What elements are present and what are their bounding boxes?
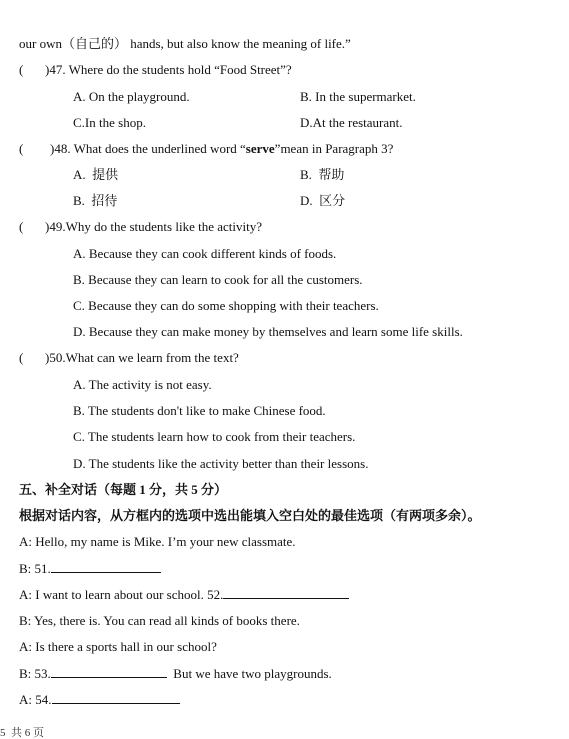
q47-option-c: C.In the shop. [73, 115, 146, 130]
dialog-line-1: A: Hello, my name is Mike. I’m your new classmate. [19, 534, 296, 549]
q49-option-c: C. Because they can do some shopping with their teachers. [73, 298, 379, 313]
q50-option-d: D. The students like the activity better than their lessons. [73, 456, 369, 471]
q50-option-b: B. The students don't like to make Chinese food. [73, 403, 326, 418]
question-47-stem: )47. Where do the students hold “Food Street”? [45, 62, 292, 77]
answer-paren-50[interactable]: ( [19, 350, 24, 365]
q50-option-c: C. The students learn how to cook from their teachers. [73, 429, 356, 444]
q48-option-d: D. 区分 [300, 193, 346, 208]
answer-blank-53[interactable] [51, 665, 167, 678]
q48-option-a: A. 提供 [73, 167, 119, 182]
dialog-line-2: B: 51. [19, 560, 161, 577]
q47-option-d: D.At the restaurant. [300, 115, 403, 130]
section-five-instruction: 根据对话内容，从方框内的选项中选出能填入空白处的最佳选项（有两项多余）。 [19, 508, 481, 523]
q49-option-b: B. Because they can learn to cook for all the customers. [73, 272, 363, 287]
answer-blank-51[interactable] [51, 560, 161, 573]
q47-option-a: A. On the playground. [73, 89, 190, 104]
q48-option-c: B. 招待 [73, 193, 118, 208]
q49-option-d: D. Because they can make money by themselves and learn some life skills. [73, 324, 463, 339]
section-five-title: 五、补全对话（每题 1 分，共 5 分） [19, 482, 228, 497]
answer-paren-48[interactable]: ( [19, 141, 24, 156]
question-50-stem: )50.What can we learn from the text? [45, 350, 239, 365]
q49-option-a: A. Because they can cook different kinds of foods. [73, 246, 337, 261]
underlined-word-serve: serve [245, 141, 275, 156]
dialog-line-4: B: Yes, there is. You can read all kinds of books there. [19, 613, 300, 628]
answer-paren-47[interactable]: ( [19, 62, 24, 77]
dialog-line-7: A: 54. [19, 691, 180, 708]
dialog-line-6: B: 53. But we have two playgrounds. [19, 666, 332, 681]
question-49-stem: )49.Why do the students like the activity? [45, 219, 262, 234]
dialog-line-5: A: Is there a sports hall in our school? [19, 639, 217, 654]
q48-option-b: B. 帮助 [300, 167, 345, 182]
answer-paren-49[interactable]: ( [19, 219, 24, 234]
answer-blank-54[interactable] [52, 691, 180, 704]
q50-option-a: A. The activity is not easy. [73, 377, 212, 392]
page-footer: 5 共 6 页 [0, 727, 44, 739]
q47-option-b: B. In the supermarket. [300, 89, 416, 104]
question-48-stem: )48. What does the underlined word “serve”mean in Paragraph 3? [50, 141, 394, 156]
previous-passage-line: our own（自己的） hands, but also know the meaning of life.” [19, 36, 351, 51]
dialog-line-3: A: I want to learn about our school. 52. [19, 586, 349, 603]
answer-blank-52[interactable] [223, 586, 349, 599]
